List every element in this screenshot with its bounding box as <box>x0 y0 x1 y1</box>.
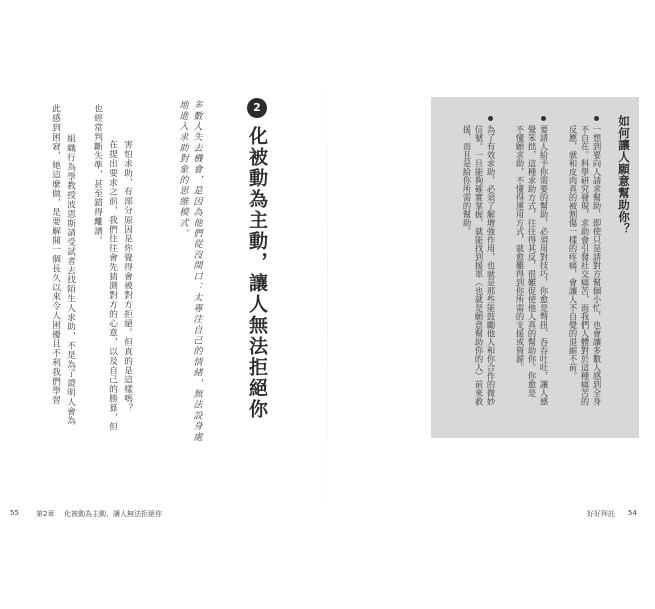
body-line: 在提出要求之前，我們往往會先猜測對方的心意，以及自己的勝算，但 <box>107 140 117 432</box>
chapter-intro-line: 多數人失去機會，是因為他們從沒開口：太專注自己的情緒，無法設身處 <box>191 100 202 443</box>
box-line: 不自在。科學研究發現，求助會引發社交痛苦，而我們人體對於這種痛苦的 <box>580 125 590 406</box>
bullet-marker <box>488 116 493 121</box>
chapter-title: 化被動為主動，讓人無法拒絕你 <box>246 126 268 420</box>
body-line: 組織行為學教授波恩斯請受試者去找陌生人求助，不是為了證明人會為 <box>65 134 75 426</box>
box-line: 要請人給予你需要的幫助，必須用對技巧，你愈是彆扭、吞吞吐吐，讓人感 <box>539 125 549 406</box>
body-line: 此感到困窘，她這麼做，是要解開一個長久以來令人困擾且不利我們學習 <box>50 104 60 405</box>
box-line: 覺笨拙，這種求助方式，往往得其反，很難促使他人真的幫助你。你愈是 <box>527 125 537 397</box>
body-line: 害怕求助，有部分原因是你覺得會被對方拒絕。但真的是這樣嗎？ <box>122 140 132 413</box>
bullet-marker <box>594 116 599 121</box>
bullet-marker <box>541 116 546 121</box>
box-line: 不懂願求助，不懂得運用方式，就愈難得到你所需的支援或資源。 <box>515 125 525 372</box>
running-chapter-title: 化被動為主動，讓人無法拒絕你 <box>64 510 162 518</box>
box-line: 反應，就和皮肉真的被割傷一樣的疼痛，會讓人不自覺的退縮不前。 <box>568 125 578 380</box>
right-page-number: 54 <box>628 509 637 517</box>
box-line: 援，而且是給你所需的幫助。 <box>462 125 472 236</box>
box-line: 一想到要向人請求幫助，即使只是請對方幫個小忙，也會讓多數人感到全身 <box>592 125 602 406</box>
left-page-number: 55 <box>10 509 19 517</box>
box-title: 如何讓人願意幫助你？ <box>617 115 631 235</box>
chapter-number-badge: 2 <box>247 98 267 118</box>
body-line: 也經常判斷失準，甚至錯得離譜。 <box>92 104 102 245</box>
box-line: 信號。一旦能夠確實掌握，就能找到援軍（也就是願意幫助你的人）前來救 <box>474 125 484 406</box>
running-book-title: 好好拜託 <box>587 510 615 518</box>
box-line: 為了有效求助，必須了解增強作用，也就是那些能鼓勵他人和你合作的微妙 <box>486 125 496 406</box>
running-chapter-label: 第2章 <box>36 510 55 518</box>
page-gutter <box>327 60 328 530</box>
chapter-intro-line: 地進入求助對象的思維模式。 <box>177 100 188 240</box>
